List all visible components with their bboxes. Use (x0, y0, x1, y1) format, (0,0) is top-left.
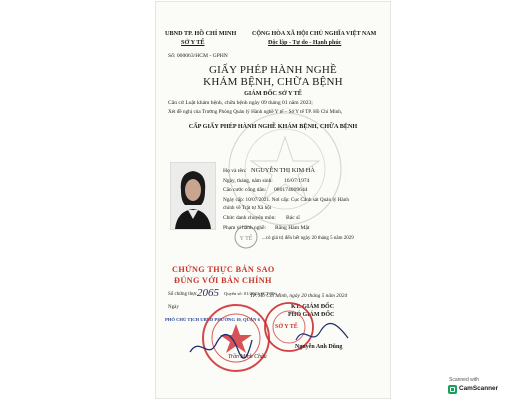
cert-number: 2065 (197, 287, 219, 299)
practice-scope: Răng Hàm Mặt (275, 225, 310, 231)
scanner-label: Scanned with (449, 377, 480, 383)
republic-heading: CỘNG HÒA XÃ HỘI CHỦ NGHĨA VIỆT NAM (252, 31, 377, 37)
cert-signer: Trần Minh Châu (228, 354, 267, 360)
id-value: 080174009644 (274, 187, 308, 193)
grant-title: CẤP GIẤY PHÉP HÀNH NGHỀ KHÁM BỆNH, CHỮA BỆNH (188, 123, 358, 130)
cert-date-label: Ngày (168, 305, 179, 310)
signing-role-2: PHÓ GIÁM ĐỐC (288, 312, 335, 318)
professional-title: Bác sĩ (286, 215, 300, 221)
dob-value: 16/07/1974 (284, 178, 310, 184)
scope-label: Phạm vi hành nghề: (223, 225, 266, 231)
cert-book: Quyển số: 01/2024-SCT/BS (224, 291, 276, 296)
director-name: Nguyễn Anh Dũng (295, 344, 343, 350)
title-line-1: GIẤY PHÉP HÀNH NGHỀ (209, 64, 337, 76)
cert-number-label: Số chứng thực (168, 292, 198, 297)
org-left-city: UBND TP. HỒ CHÍ MINH (165, 30, 237, 37)
org-left-dept: SỞ Y TẾ (181, 39, 205, 46)
certification-title: CHỨNG THỰC BẢN SAO (172, 265, 275, 274)
title-line-2: KHÁM BỆNH, CHỮA BỆNH (203, 76, 343, 88)
id-label: Căn cước công dân: (223, 187, 267, 193)
cert-chair: PHÓ CHỦ TỊCH UBND PHƯỜNG 10, QUẬN 6 (165, 317, 260, 322)
camscanner-logo-icon (448, 385, 457, 394)
document-number: Số: 000063/HCM - GPHN (168, 53, 228, 59)
holder-photo (170, 162, 216, 230)
department-stamp-text: SỞ Y TẾ (275, 324, 298, 330)
signing-place-date: TP. Hồ Chí Minh, ngày 20 tháng 5 năm 2024 (250, 293, 348, 299)
issue-line-1: Ngày cấp: 10/07/2021. Nơi cấp: Cục Cảnh sát Quản lý Hành (223, 197, 349, 203)
issue-line-2: chính về Trật tự Xã hội (223, 205, 272, 211)
svg-text:Y TẾ: Y TẾ (239, 236, 253, 242)
embossed-seal-icon (231, 224, 261, 250)
scanner-watermark (443, 378, 521, 396)
validity-line: ...có giá trị đến hết ngày 20 tháng 5 năm 2029 (262, 236, 354, 241)
basis-line-1: Căn cứ Luật khám bệnh, chữa bệnh ngày 09 tháng 01 năm 2023; (168, 100, 313, 106)
issuing-authority: GIÁM ĐỐC SỞ Y TẾ (244, 90, 302, 97)
certification-subtitle: ĐÚNG VỚI BẢN CHÍNH (174, 276, 272, 285)
title-label: Chức danh chuyên môn: (223, 215, 276, 221)
name-label: Họ và tên: (223, 168, 247, 174)
national-motto: Độc lập - Tự do - Hạnh phúc (268, 40, 342, 46)
signing-role-1: KT. GIÁM ĐỐC (291, 304, 335, 310)
dob-label: Ngày, tháng, năm sinh: (223, 178, 273, 184)
scanner-brand: CamScanner (459, 385, 499, 392)
holder-name: NGUYỄN THỊ KIM HÀ (251, 167, 315, 174)
basis-line-2: Xét đề nghị của Trưởng Phòng Quản lý Hành nghề Y tế – Sở Y tế TP. Hồ Chí Minh, (168, 109, 343, 115)
